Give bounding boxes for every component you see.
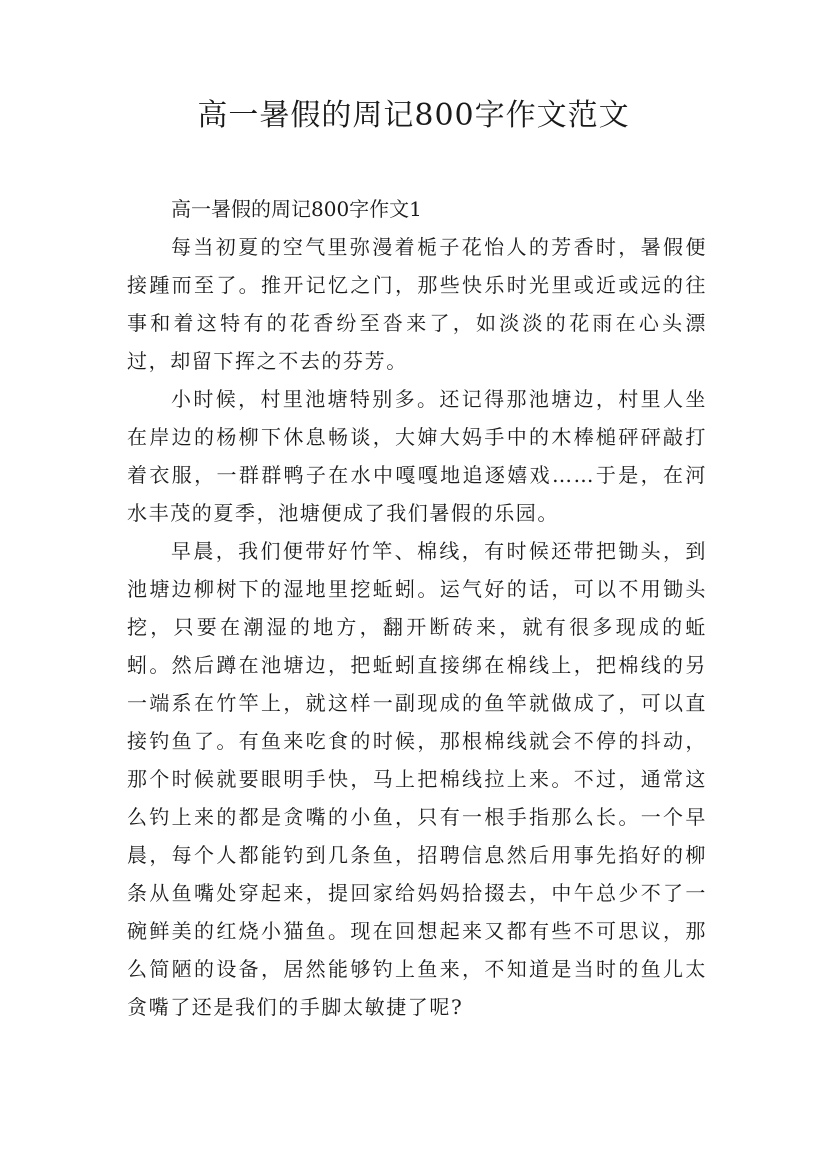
essay-subheading: 高一暑假的周记800字作文1 <box>171 197 422 221</box>
paragraph-3: 早晨，我们便带好竹竿、棉线，有时候还带把锄头，到池塘边柳树下的湿地里挖蚯蚓。运气好的话，可以不用锄头挖，只要在潮湿的地方，翻开断砖来，就有很多现成的蚯蚓。然后蹲在池塘边，把蚯蚓直接绑在棉线上，把棉线的另一端系在竹竿上，就这样一副现成的鱼竿就做成了，可以直接钓鱼了。有鱼来吃食的时候，那根棉线就会不停的抖动，那个时候就要眼明手快，马上把棉线拉上来。不过，通常这么钓上来的都是贪嘴的小鱼，只有一根手指那么长。一个早晨，每个人都能钓到几条鱼，招聘信息然后用事先掐好的柳条从鱼嘴处穿起来，提回家给妈妈拾掇去，中午总少不了一碗鲜美的红烧小猫鱼。现在回想起来又都有些不可思议，那么简陋的设备，居然能够钓上鱼来，不知道是当时的鱼儿太贪嘴了还是我们的手脚太敏捷了呢? <box>127 539 707 1019</box>
document-body <box>127 190 707 1026</box>
paragraph-1: 每当初夏的空气里弥漫着栀子花怡人的芳香时，暑假便接踵而至了。推开记忆之门，那些快乐时光里或近或远的往事和着这特有的花香纷至沓来了，如淡淡的花雨在心头漂过，却留下挥之不去的芬芳。 <box>127 235 707 373</box>
document-title: 高一暑假的周记800字作文范文 <box>197 98 630 133</box>
paragraph-2: 小时候，村里池塘特别多。还记得那池塘边，村里人坐在岸边的杨柳下休息畅谈，大婶大妈手中的木棒槌砰砰敲打着衣服，一群群鸭子在水中嘎嘎地追逐嬉戏……于是，在河水丰茂的夏季，池塘便成了我们暑假的乐园。 <box>127 387 707 525</box>
